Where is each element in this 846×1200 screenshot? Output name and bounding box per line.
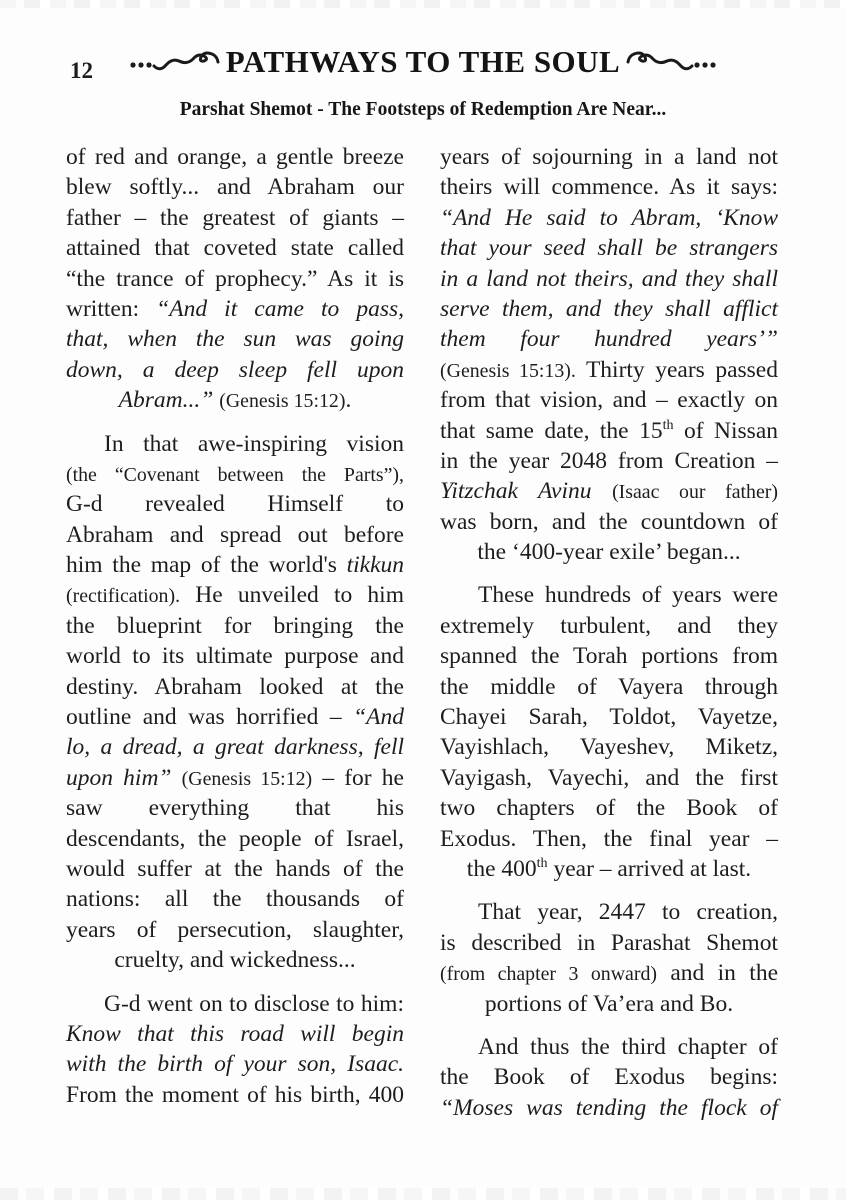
text-line: G-d went on to disclose to him: xyxy=(104,990,404,1017)
page-header xyxy=(0,44,846,80)
page-bottom-edge-texture xyxy=(0,1188,846,1200)
left-column xyxy=(66,142,404,1123)
text-line: “the trance of prophecy.” As it is xyxy=(66,265,404,292)
text-line: down, a deep sleep fell upon xyxy=(66,356,404,383)
text-line: Exodus. Then, the final year – xyxy=(440,825,778,852)
text-line: two chapters of the Book of xyxy=(440,795,778,822)
text-line: Abram...” (Genesis 15:12). xyxy=(118,387,352,414)
header-ornament-left-icon xyxy=(128,49,220,75)
text-line: from that vision, and – exactly on xyxy=(440,387,778,414)
paragraph xyxy=(440,897,778,1019)
book-title: PATHWAYS TO THE SOUL xyxy=(225,44,621,79)
text-line: Abraham and spread out before xyxy=(66,521,404,548)
text-line: From the moment of his birth, 400 xyxy=(66,1081,404,1108)
text-line: (the “Covenant between the Parts”), xyxy=(66,463,404,486)
right-column xyxy=(440,142,778,1123)
text-line: attained that coveted state called xyxy=(66,235,404,262)
paragraph xyxy=(66,429,404,976)
text-line: G-d revealed Himself to xyxy=(66,491,404,518)
paragraph xyxy=(440,142,778,567)
text-line: Vayishlach, Vayeshev, Miketz, xyxy=(440,734,778,761)
text-line: Chayei Sarah, Toldot, Vayetze, xyxy=(440,704,778,731)
text-line: the 400th year – arrived at last. xyxy=(466,855,752,882)
text-line: with the birth of your son, Isaac. xyxy=(66,1051,404,1078)
text-line: nations: all the thousands of xyxy=(66,886,404,913)
text-line: outline and was horrified – “And xyxy=(66,704,404,731)
text-line: world to its ultimate purpose and xyxy=(66,643,404,670)
chapter-subtitle: Parshat Shemot - The Footsteps of Redemption Are Near... xyxy=(179,99,667,120)
text-line: that same date, the 15th of Nissan xyxy=(440,416,779,444)
text-line: would suffer at the hands of the xyxy=(66,855,404,882)
text-line: “Moses was tending the flock of xyxy=(440,1094,778,1121)
text-line: written: “And it came to pass, xyxy=(66,295,404,322)
text-line: destiny. Abraham looked at the xyxy=(66,673,404,700)
text-line: saw everything that his xyxy=(66,795,404,822)
text-line: that your seed shall be strangers xyxy=(440,235,778,262)
text-line: spanned the Torah portions from xyxy=(440,643,778,670)
text-line: And thus the third chapter of xyxy=(478,1033,778,1060)
text-line: him the map of the world's tikkun xyxy=(66,552,404,579)
text-line: was born, and the countdown of xyxy=(440,508,778,535)
header-ornament-right-icon xyxy=(626,49,718,75)
text-line: the blueprint for bringing the xyxy=(66,612,404,639)
text-line: extremely turbulent, and they xyxy=(440,612,778,639)
text-line: (from chapter 3 onward) and in the xyxy=(440,960,779,987)
text-line: in a land not theirs, and they shall xyxy=(440,265,778,292)
text-line: that, when the sun was going xyxy=(66,326,404,353)
page-top-edge-texture xyxy=(0,0,846,8)
text-line: the Book of Exodus begins: xyxy=(440,1064,778,1091)
text-line: serve them, and they shall afflict xyxy=(440,295,778,322)
text-line: That year, 2447 to creation, xyxy=(478,899,778,926)
text-line: Yitzchak Avinu (Isaac our father) xyxy=(440,478,778,505)
text-line: “And He said to Abram, ‘Know xyxy=(440,204,778,231)
text-line: them four hundred years’” xyxy=(440,326,778,353)
text-line: In that awe-inspiring vision xyxy=(104,430,404,457)
page-number: 12 xyxy=(70,58,93,83)
text-line: father – the greatest of giants – xyxy=(66,204,404,231)
text-line: (Genesis 15:13). Thirty years passed xyxy=(440,356,778,383)
body-text xyxy=(66,142,778,1123)
text-line: blew softly... and Abraham our xyxy=(66,174,404,201)
text-line: portions of Va’era and Bo. xyxy=(484,990,734,1017)
text-line: theirs will commence. As it says: xyxy=(440,174,778,201)
text-line: (rectification). He unveiled to him xyxy=(66,582,404,609)
paragraph xyxy=(440,1032,778,1123)
text-line: cruelty, and wickedness... xyxy=(114,947,356,974)
text-line: These hundreds of years were xyxy=(478,582,778,609)
paragraph xyxy=(66,142,404,416)
text-line: Vayigash, Vayechi, and the first xyxy=(440,764,778,791)
paragraph xyxy=(440,580,778,884)
text-line: descendants, the people of Israel, xyxy=(66,825,404,852)
paragraph xyxy=(66,989,404,1111)
text-line: lo, a dread, a great darkness, fell xyxy=(66,734,404,761)
text-line: is described in Parashat Shemot xyxy=(440,929,778,956)
text-line: upon him” (Genesis 15:12) – for he xyxy=(66,764,404,791)
text-line: years of persecution, slaughter, xyxy=(66,916,404,943)
text-line: in the year 2048 from Creation – xyxy=(440,447,778,474)
text-line: of red and orange, a gentle breeze xyxy=(66,144,404,170)
text-line: the ‘400-year exile’ began... xyxy=(477,539,741,566)
text-line: the middle of Vayera through xyxy=(440,673,778,700)
text-line: Know that this road will begin xyxy=(66,1020,404,1047)
text-line: years of sojourning in a land not xyxy=(440,144,778,170)
